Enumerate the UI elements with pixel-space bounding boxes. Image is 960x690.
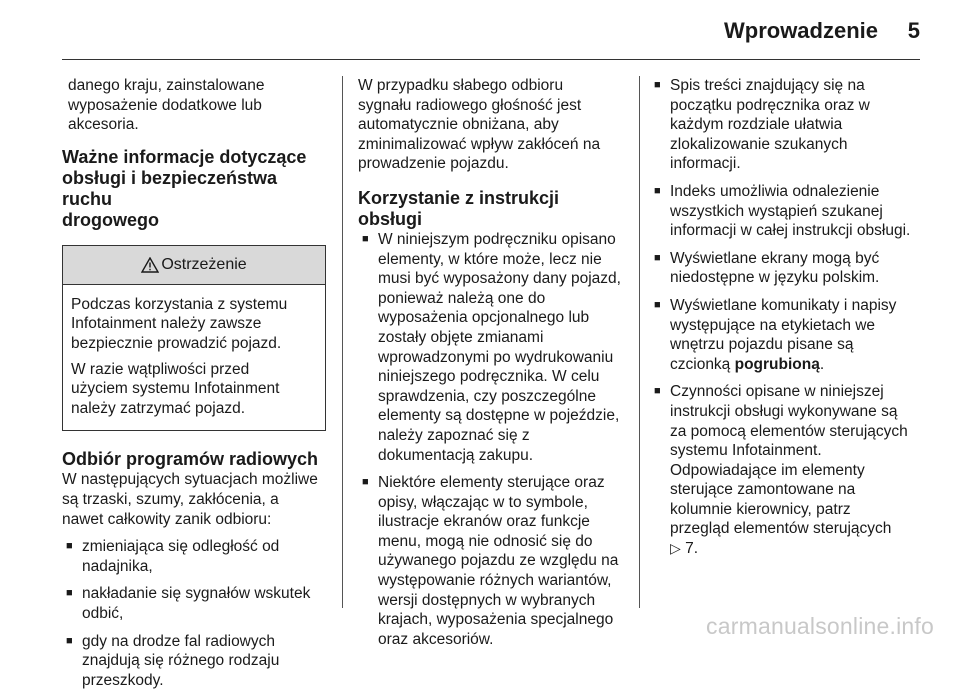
list-item: ■ W niniejszym podręczniku opisano elementy, w które może, lecz nie musi być wyposażony dany pojazd, ponieważ należą one do wyposażenia opcjonalnego lub zostały objęte zmianami wprowadzonymi po wydrukowaniu niniejszego podręcznika. W celu sprawdzenia, czy poszczególne elementy są dostępne w pojeździe, należy zapoznać się z dokumentacją zakupu. (362, 230, 626, 465)
list-item: ■ zmieniająca się odległość od nadajnika, (66, 537, 328, 576)
list-item: ■ Czynności opisane w niniejszej instrukcji obsługi wykonywane są za pomocą elementów sterujących systemu Infotainment. Odpowiadające im elementy sterujące zamontowane na kolumnie kierownicy, patrz przegląd elementów sterujących ▷ 7. (654, 382, 922, 558)
list-item: ■ Indeks umożliwia odnalezienie wszystkich wystąpień szukanej informacji w całej instrukcji obsługi. (654, 182, 922, 241)
bullet-square-icon: ■ (66, 632, 73, 652)
info-bullet-list (654, 76, 922, 559)
page-number: 5 (908, 18, 920, 44)
column-divider (342, 76, 343, 608)
bullet-square-icon: ■ (654, 382, 661, 402)
page-header (0, 0, 960, 60)
warning-header (63, 246, 325, 285)
watermark: carmanualsonline.info (706, 613, 934, 640)
reference-arrow-icon[interactable]: ▷ (670, 540, 681, 556)
list-item: ■ gdy na drodze fal radiowych znajdują się różnego rodzaju przeszkody. (66, 632, 328, 690)
radio-volume-paragraph: W przypadku słabego odbioru sygnału radiowego głośność jest automatycznie obniżana, aby zminimalizować wpływ zakłóceń na prowadzenie pojazdu. (358, 76, 626, 174)
bullet-square-icon: ■ (66, 537, 73, 557)
radio-paragraph: W następujących sytuacjach możliwe są trzaski, szumy, zakłócenia, a nawet całkowity zanik odbioru: (62, 470, 328, 529)
warning-paragraph: Podczas korzystania z systemu Infotainment należy zawsze bezpiecznie prowadzić pojazd. (71, 295, 315, 354)
column-divider (639, 76, 640, 608)
column-2 (358, 76, 626, 649)
bullet-square-icon: ■ (654, 249, 661, 269)
section-heading-radio: Odbiór programów radiowych (62, 449, 328, 470)
bold-emphasis: pogrubioną (735, 356, 820, 373)
column-1 (62, 76, 328, 690)
page-title: Wprowadzenie (724, 18, 878, 44)
bullet-square-icon: ■ (654, 182, 661, 202)
bullet-square-icon: ■ (654, 76, 661, 96)
list-item: ■ Niektóre elementy sterujące oraz opisy, włączając w to symbole, ilustracje ekranów oraz funkcje menu, mogą nie odnosić się do używanego pojazdu ze względu na występowanie różnych wariantów, wersji dostępnych w wybranych krajach, wyposażenia specjalnego oraz akcesoriów. (362, 473, 626, 649)
warning-body (63, 285, 325, 431)
column-3 (654, 76, 922, 559)
warning-triangle-icon (141, 257, 159, 273)
list-item: ■ Spis treści znajdujący się na początku podręcznika oraz w każdym rozdziale ułatwia zlokalizowanie szukanych informacji. (654, 76, 922, 174)
list-item: ■ Wyświetlane komunikaty i napisy występujące na etykietach we wnętrzu pojazdu pisane są czcionką pogrubioną. (654, 296, 922, 374)
section-heading-manual: Korzystanie z instrukcji obsługi (358, 188, 626, 230)
warning-title: Ostrzeżenie (161, 255, 246, 275)
reference-page[interactable]: 7. (681, 540, 698, 557)
manual-bullet-list (362, 230, 626, 649)
intro-paragraph: danego kraju, zainstalowane wyposażenie dodatkowe lub akcesoria. (62, 76, 328, 135)
bullet-square-icon: ■ (362, 230, 369, 250)
bullet-square-icon: ■ (362, 473, 369, 493)
bullet-square-icon: ■ (66, 584, 73, 604)
list-item: ■ nakładanie się sygnałów wskutek odbić, (66, 584, 328, 623)
warning-box (62, 245, 326, 432)
section-heading-safety: Ważne informacje dotyczące obsługi i bezpieczeństwa ruchu drogowego (62, 147, 328, 231)
list-item: ■ Wyświetlane ekrany mogą być niedostępne w języku polskim. (654, 249, 922, 288)
header-divider (62, 59, 920, 60)
radio-bullet-list (66, 537, 328, 690)
warning-paragraph: W razie wątpliwości przed użyciem systemu Infotainment należy zatrzymać pojazd. (71, 360, 315, 419)
bullet-square-icon: ■ (654, 296, 661, 316)
